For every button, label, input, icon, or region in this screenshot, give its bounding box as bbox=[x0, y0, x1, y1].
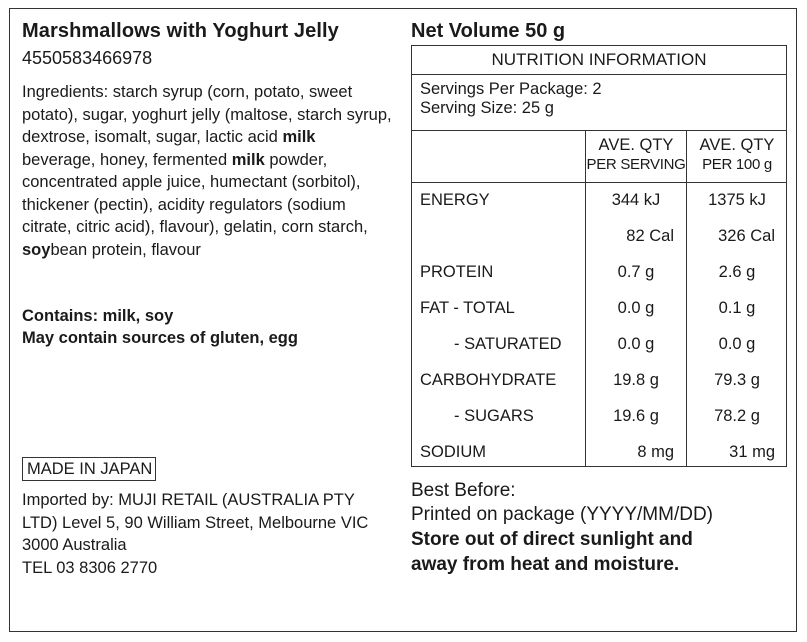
nutrition-panel bbox=[411, 45, 787, 467]
nutrient-label: - SATURATED bbox=[454, 335, 562, 353]
importer-address: Imported by: MUJI RETAIL (AUSTRALIA PTY LTD) Level 5, 90 William Street, Melbourne VIC 3000 Australia bbox=[22, 491, 369, 554]
per-serving-value: 8 mg bbox=[637, 443, 674, 461]
best-before-block bbox=[411, 479, 713, 527]
per-100g-value: 1375 kJ bbox=[708, 191, 766, 209]
per-serving-value: 19.8 g bbox=[613, 371, 659, 389]
nutrient-label: - SUGARS bbox=[454, 407, 534, 425]
table-divider bbox=[412, 130, 786, 131]
nutrient-label: ENERGY bbox=[420, 191, 490, 209]
contains-line: Contains: milk, soy bbox=[22, 307, 174, 325]
column-header-line: AVE. QTY bbox=[598, 136, 674, 154]
storage-line: Store out of direct sunlight and bbox=[411, 529, 693, 550]
storage-instructions bbox=[411, 527, 693, 577]
per-serving-value: 82 Cal bbox=[626, 227, 674, 245]
net-volume: Net Volume 50 g bbox=[411, 20, 566, 42]
storage-line: away from heat and moisture. bbox=[411, 554, 680, 575]
importer-block bbox=[22, 489, 392, 579]
servings-per-package: Servings Per Package: 2 bbox=[420, 80, 602, 98]
nutrition-row-protein bbox=[412, 254, 786, 290]
allergen-statement bbox=[22, 305, 298, 349]
serving-info bbox=[420, 80, 602, 118]
nutrition-header: NUTRITION INFORMATION bbox=[412, 46, 786, 75]
per-100g-value: 326 Cal bbox=[718, 227, 775, 245]
nutrition-row-saturated bbox=[412, 326, 786, 362]
column-header-line: AVE. QTY bbox=[699, 136, 775, 154]
barcode-number: 4550583466978 bbox=[22, 48, 153, 68]
nutrition-row-sugars bbox=[412, 398, 786, 434]
best-before-text: Printed on package (YYYY/MM/DD) bbox=[411, 504, 714, 525]
serving-size: Serving Size: 25 g bbox=[420, 99, 554, 117]
column-header-per-serving bbox=[586, 135, 686, 175]
nutrient-label: SODIUM bbox=[420, 443, 486, 461]
column-header-per-100g bbox=[687, 135, 787, 175]
per-100g-value: 79.3 g bbox=[714, 371, 760, 389]
may-contain-line: May contain sources of gluten, egg bbox=[22, 329, 298, 347]
importer-phone: TEL 03 8306 2770 bbox=[22, 558, 158, 577]
nutrition-row-energy-cal bbox=[412, 218, 786, 254]
column-header-line: PER SERVING bbox=[586, 156, 686, 173]
per-serving-value: 0.0 g bbox=[617, 299, 655, 317]
best-before-label: Best Before: bbox=[411, 480, 516, 501]
per-100g-value: 0.1 g bbox=[718, 299, 756, 317]
per-serving-value: 19.6 g bbox=[613, 407, 659, 425]
nutrition-row-energy-kj bbox=[412, 182, 786, 218]
per-100g-value: 78.2 g bbox=[714, 407, 760, 425]
nutrition-row-carbohydrate bbox=[412, 362, 786, 398]
per-serving-value: 0.0 g bbox=[617, 335, 655, 353]
per-100g-value: 0.0 g bbox=[718, 335, 756, 353]
nutrient-label: FAT - TOTAL bbox=[420, 299, 515, 317]
country-of-origin-badge: MADE IN JAPAN bbox=[22, 457, 156, 481]
ingredients-text: Ingredients: starch syrup (corn, potato, sweet potato), sugar, yoghurt jelly (maltose, starch syrup, dextrose, isomalt, sugar, lactic acid milk beverage, honey, fermented milk powder, concentrated apple juice, humectant (sorbitol), thickener (pectin), acidity regulators (sodium citrate, citric acid), flavour), gelatin, corn starch, soybean protein, flavour bbox=[22, 83, 392, 259]
per-100g-value: 31 mg bbox=[729, 443, 775, 461]
column-header-line: PER 100 g bbox=[702, 156, 772, 173]
nutrient-label: PROTEIN bbox=[420, 263, 494, 281]
per-serving-value: 0.7 g bbox=[617, 263, 655, 281]
nutrient-label: CARBOHYDRATE bbox=[420, 371, 557, 389]
product-title: Marshmallows with Yoghurt Jelly bbox=[22, 20, 339, 42]
nutrition-row-fat-total bbox=[412, 290, 786, 326]
nutrition-row-sodium bbox=[412, 434, 786, 470]
per-100g-value: 2.6 g bbox=[718, 263, 756, 281]
per-serving-value: 344 kJ bbox=[611, 191, 661, 209]
